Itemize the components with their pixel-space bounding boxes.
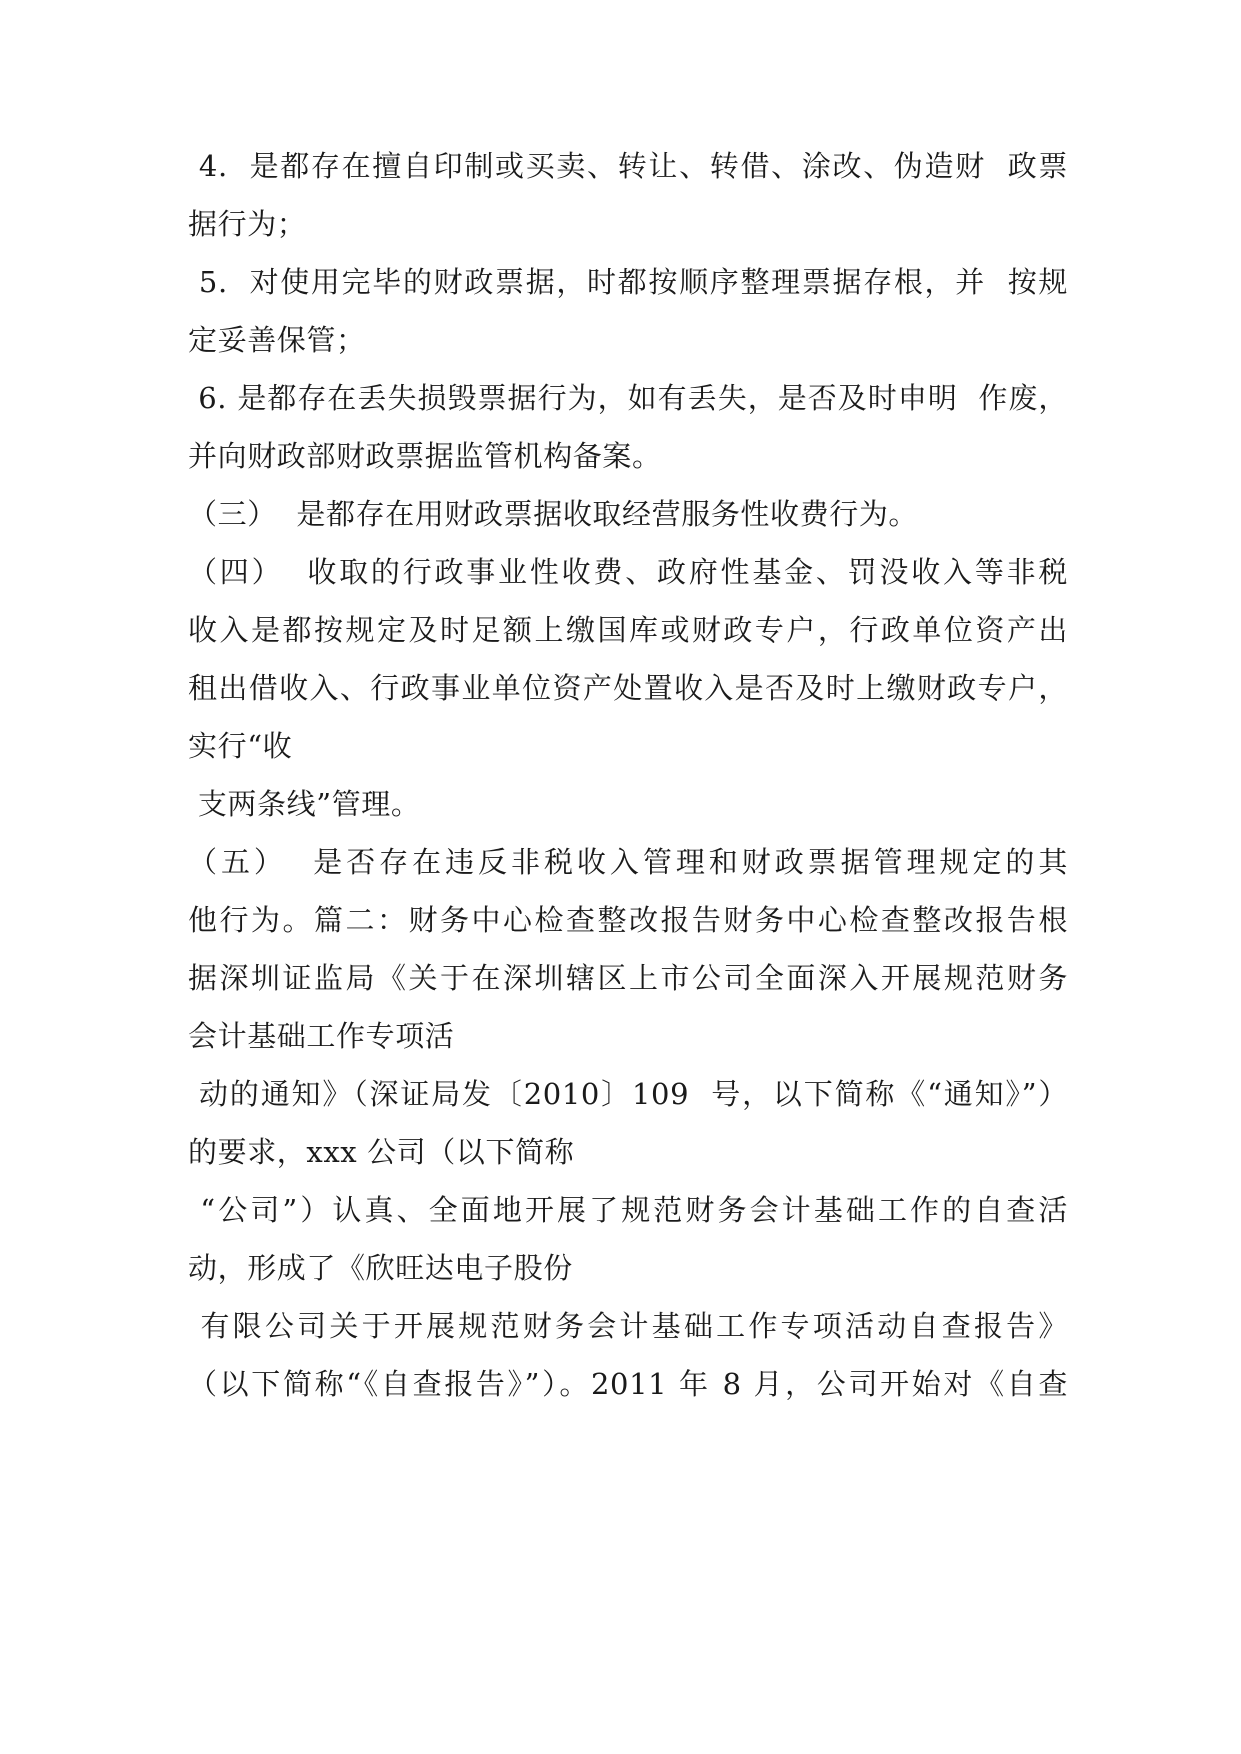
text-line: （以下简称“《自查报告》”）。2011 年 8 月，公司开始对《自查 xyxy=(188,1367,1068,1401)
text-line: 5. 对使用完毕的财政票据，时都按顺序整理票据存根，并 按规 xyxy=(188,265,1068,299)
text-line: 租出借收入、行政事业单位资产处置收入是否及时上缴财政专户， xyxy=(188,671,1068,705)
text-line: 动，形成了《欣旺达电子股份 xyxy=(188,1251,573,1285)
text-line: （五） 是否存在违反非税收入管理和财政票据管理规定的其 xyxy=(188,845,1068,879)
text-line: 并向财政部财政票据监管机构备案。 xyxy=(188,439,662,473)
text-line: 的要求，xxx 公司（以下简称 xyxy=(188,1135,575,1169)
text-line: （四） 收取的行政事业性收费、政府性基金、罚没收入等非税 xyxy=(188,555,1068,589)
text-line: “公司”）认真、全面地开展了规范财务会计基础工作的自查活 xyxy=(188,1193,1068,1227)
text-line: （三） 是都存在用财政票据收取经营服务性收费行为。 xyxy=(188,497,919,531)
text-line: 收入是都按规定及时足额上缴国库或财政专户，行政单位资产出 xyxy=(188,613,1068,647)
text-line: 动的通知》（深证局发〔2010〕109 号，以下简称《“通知》”） xyxy=(188,1077,1068,1111)
text-line: 实行“收 xyxy=(188,729,293,763)
text-line: 定妥善保管； xyxy=(188,323,366,357)
text-line: 有限公司关于开展规范财务会计基础工作专项活动自查报告》 xyxy=(188,1309,1068,1343)
text-line: 支两条线”管理。 xyxy=(188,787,421,821)
text-line: 4. 是都存在擅自印制或买卖、转让、转借、涂改、伪造财 政票 xyxy=(188,149,1068,183)
text-line: 据深圳证监局《关于在深圳辖区上市公司全面深入开展规范财务 xyxy=(188,961,1068,995)
text-line: 6. 是都存在丢失损毁票据行为，如有丢失，是否及时申明 作废， xyxy=(188,381,1068,415)
text-line: 他行为。篇二：财务中心检查整改报告财务中心检查整改报告根 xyxy=(188,903,1068,937)
text-line: 会计基础工作专项活 xyxy=(188,1019,455,1053)
text-line: 据行为； xyxy=(188,207,307,241)
